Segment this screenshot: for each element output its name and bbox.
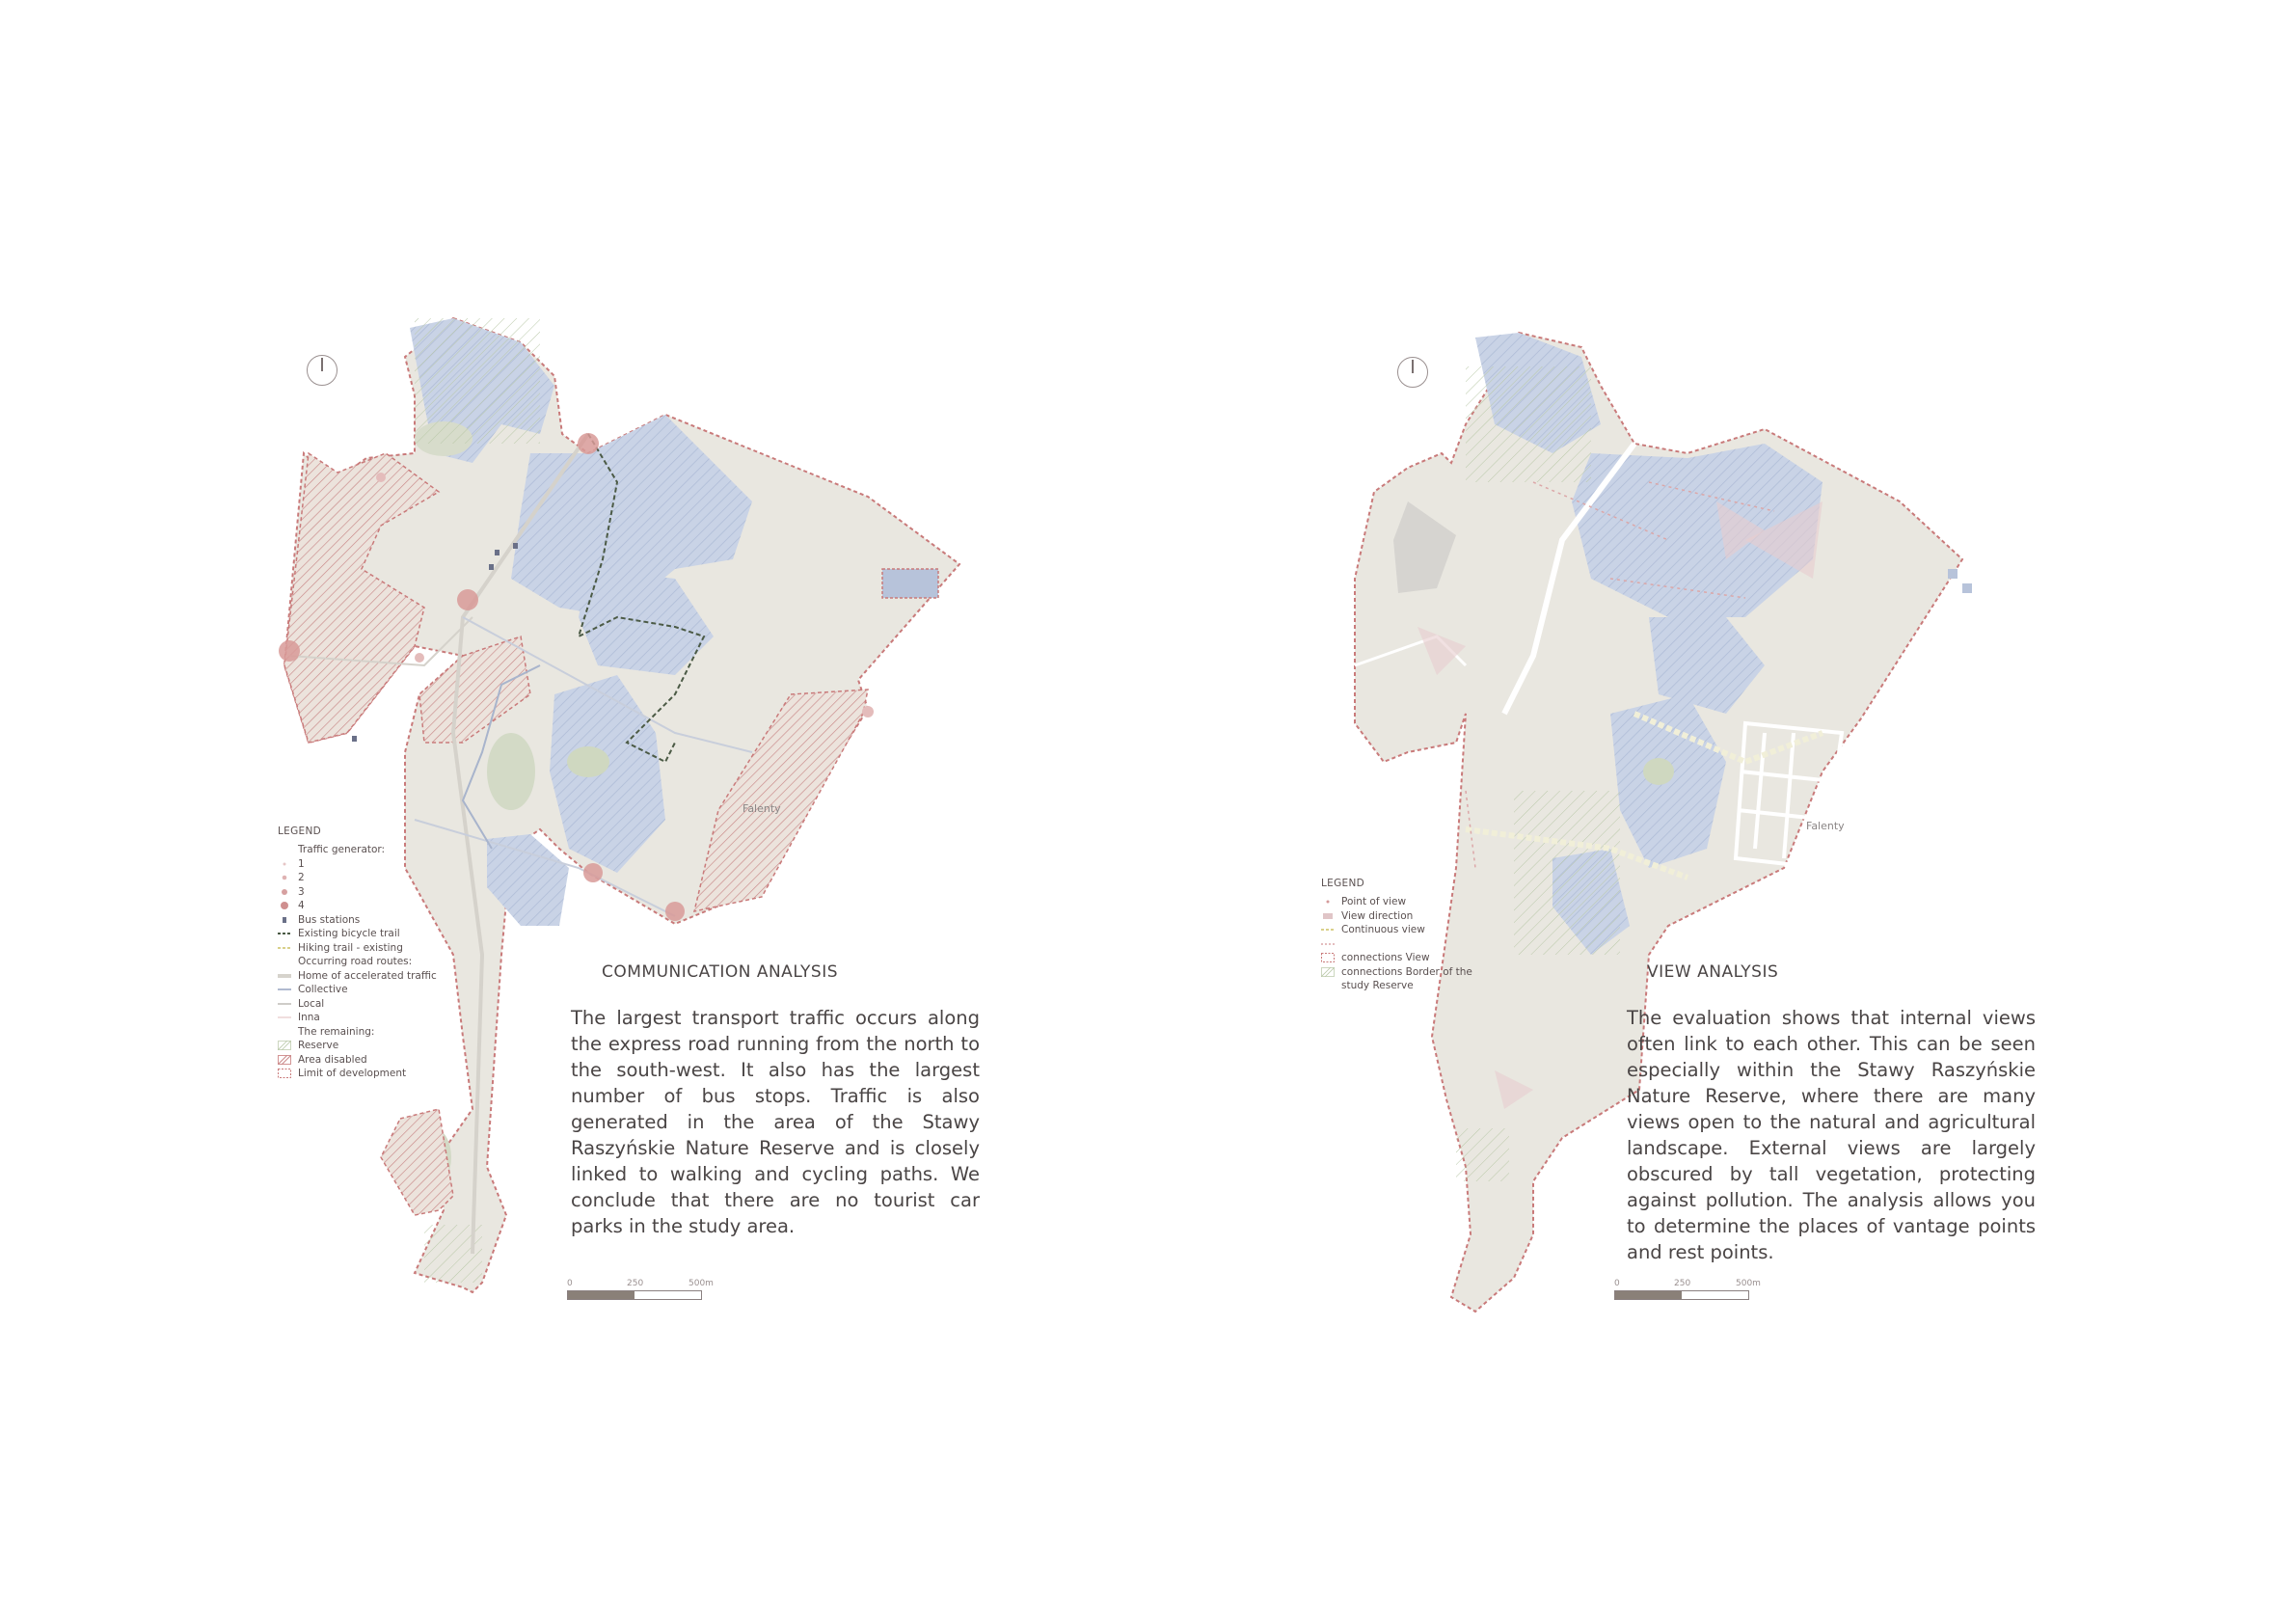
legend-label: Collective: [298, 984, 348, 996]
legend-item: [278, 913, 442, 928]
legend-label: 1: [298, 857, 305, 870]
legend-item: [1321, 895, 1485, 909]
legend-label: study Reserve: [1341, 980, 1414, 992]
legend-label: Existing bicycle trail: [298, 928, 400, 940]
legend-title: LEGEND: [1321, 878, 1364, 889]
legend-item: [278, 1067, 442, 1081]
legend-label: connections View: [1341, 952, 1430, 964]
view-map: [1148, 0, 2295, 1624]
legend-symbol-icon: [278, 1013, 291, 1022]
view-analysis-panel: [1148, 0, 2295, 1624]
traffic-generator: [583, 863, 603, 882]
legend-label: 3: [298, 885, 305, 898]
traffic-generator: [665, 902, 685, 921]
vegetation-patch: [487, 733, 535, 810]
legend-item: [278, 1025, 442, 1040]
legend-symbol-icon: [278, 1055, 291, 1065]
section-title: COMMUNICATION ANALYSIS: [602, 962, 839, 982]
legend-item: [1321, 965, 1485, 980]
legend-symbol-icon: [278, 999, 291, 1009]
legend-item: [1321, 909, 1485, 924]
area-disabled-small: [882, 569, 938, 598]
legend-symbol-icon: [1321, 967, 1335, 977]
north-arrow-icon: [1397, 357, 1428, 388]
legend-item: [278, 1039, 442, 1053]
bus-stop-icon: [513, 543, 518, 549]
bus-stop-icon: [352, 736, 357, 742]
vegetation-patch: [567, 746, 609, 777]
legend-item: [278, 941, 442, 956]
legend-symbol-icon: [278, 1069, 291, 1078]
legend-label: Inna: [298, 1012, 320, 1024]
traffic-generator: [376, 473, 386, 482]
legend-label: Area disabled: [298, 1053, 367, 1066]
vegetation-patch: [1456, 1128, 1509, 1181]
legend-label: Local: [298, 997, 325, 1010]
scale-label-0: 0: [1614, 1279, 1620, 1288]
legend-view: [1321, 878, 1485, 993]
legend-label: Point of view: [1341, 896, 1407, 908]
legend-symbol-icon: [278, 1041, 291, 1050]
reserve-hatch: [1514, 791, 1620, 955]
legend-item: [278, 997, 442, 1012]
legend-symbol-icon: [1321, 925, 1335, 934]
scale-label-500: 500m: [1736, 1279, 1761, 1288]
legend-label: Traffic generator:: [298, 844, 386, 856]
legend-label: Continuous view: [1341, 924, 1425, 936]
legend-label: Limit of development: [298, 1068, 407, 1080]
section-description: The evaluation shows that internal views often link to each other. This can be seen especially within the Stawy Raszyńskie Nature Reserve, where there are many views open to the natural and agricultural landscape. External views are largely obscured by tall vegetation, protecting against pollution. The analysis allows you to determine the places of vantage points and rest points.: [1627, 1007, 2036, 1263]
legend-item: [278, 983, 442, 997]
legend-label: 4: [298, 900, 305, 912]
scale-label-250: 250: [1674, 1279, 1691, 1288]
legend-symbol-icon: [278, 873, 291, 882]
legend-label: Reserve: [298, 1040, 339, 1052]
area-disabled-south: [381, 1109, 453, 1215]
legend-item: [1321, 951, 1485, 965]
legend-item: [1321, 923, 1485, 937]
legend-label: View direction: [1341, 909, 1414, 922]
legend-symbol-icon: [278, 985, 291, 994]
north-arrow-icon: [307, 355, 338, 386]
legend-label: Occurring road routes:: [298, 956, 413, 968]
legend-symbol-icon: [278, 859, 291, 869]
legend-label: Hiking trail - existing: [298, 941, 403, 954]
traffic-generator: [862, 706, 874, 717]
building-icon: [1962, 583, 1972, 593]
legend-symbol-icon: [278, 845, 291, 854]
legend-symbol-icon: [278, 971, 291, 981]
legend-symbol-icon: [278, 915, 291, 925]
scale-label-0: 0: [567, 1279, 573, 1288]
traffic-generator: [578, 433, 599, 454]
legend-item: [1321, 979, 1485, 993]
place-label-falenty: Falenty: [742, 802, 781, 815]
legend-item: [278, 885, 442, 900]
legend-title: LEGEND: [278, 826, 321, 837]
legend-symbol-icon: [278, 929, 291, 938]
legend-symbol-icon: [1321, 939, 1335, 949]
reserve-hatch: [1466, 366, 1591, 482]
legend-symbol-icon: [1321, 911, 1335, 921]
legend-item: [278, 955, 442, 969]
legend-item: [278, 871, 442, 885]
traffic-generator: [279, 640, 300, 662]
bus-stop-icon: [489, 564, 494, 570]
legend-symbol-icon: [1321, 981, 1335, 990]
vegetation-patch: [1643, 758, 1674, 785]
legend-symbol-icon: [278, 957, 291, 966]
legend-label: 2: [298, 872, 305, 884]
legend-label: Home of accelerated traffic: [298, 969, 437, 982]
reserve-hatch: [415, 318, 540, 444]
legend-symbol-icon: [1321, 953, 1335, 962]
legend-label: connections Border of the: [1341, 965, 1472, 978]
section-description: The largest transport traffic occurs along the express road running from the north to the south-west. It also has the largest number of bus stops. Traffic is also generated in the area of the Stawy Raszyńskie Nature Reserve and is closely linked to walking and cycling paths. We conclude that there are no tourist car parks in the study area.: [571, 1007, 980, 1237]
legend-item: [278, 857, 442, 872]
scale-label-250: 250: [627, 1279, 644, 1288]
legend-item: [278, 969, 442, 984]
traffic-generator: [457, 589, 478, 610]
legend-symbol-icon: [278, 1027, 291, 1037]
scale-label-500: 500m: [688, 1279, 714, 1288]
legend-item: [1321, 937, 1485, 952]
legend-symbol-icon: [278, 943, 291, 953]
legend-item: [278, 927, 442, 941]
place-label-falenty: Falenty: [1806, 820, 1845, 832]
scale-bar: [1614, 1279, 1761, 1300]
section-title: VIEW ANALYSIS: [1647, 962, 1779, 982]
legend-item: [278, 843, 442, 857]
legend-item: [278, 1011, 442, 1025]
building-icon: [1948, 569, 1958, 579]
legend-label: Bus stations: [298, 913, 361, 926]
legend-symbol-icon: [278, 887, 291, 897]
legend-item: [278, 899, 442, 913]
legend-item: [278, 1053, 442, 1068]
legend-label: The remaining:: [298, 1025, 375, 1038]
legend-symbol-icon: [278, 901, 291, 910]
scale-bar: [567, 1279, 714, 1300]
legend-symbol-icon: [1321, 897, 1335, 907]
bus-stop-icon: [495, 550, 500, 555]
legend-communication: [278, 826, 442, 1081]
traffic-generator: [415, 653, 424, 663]
